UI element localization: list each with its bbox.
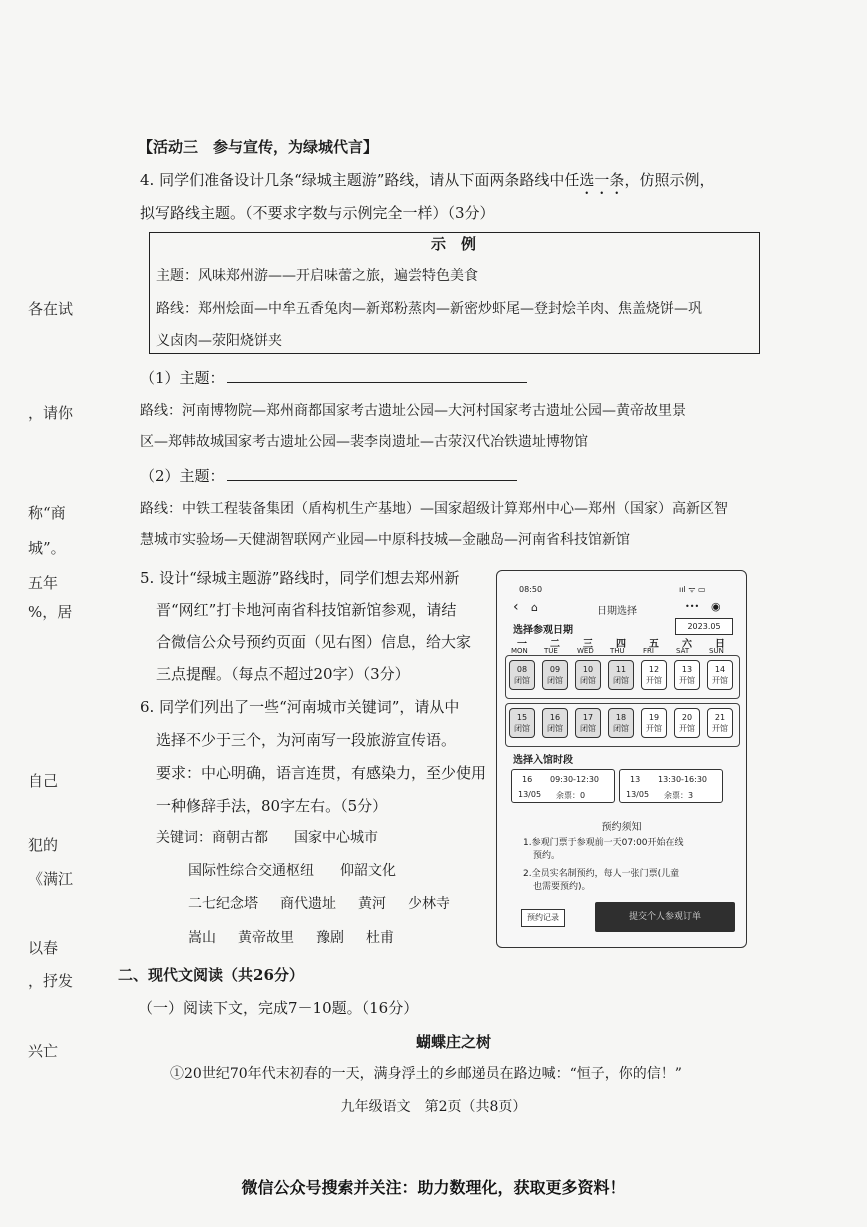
section2-subheading: （一）阅读下文，完成7－10题。（16分）	[138, 999, 419, 1017]
calendar-day-09[interactable]	[542, 660, 568, 690]
time-slot-afternoon[interactable]: 13 13:30-16:30 13/05 余票：3	[619, 769, 723, 803]
status-icons: ııl ᯤ ▭	[679, 585, 706, 594]
calendar-day-08[interactable]	[509, 660, 535, 690]
calendar-day-13[interactable]	[674, 660, 700, 690]
notice-1-cont: 预约。	[533, 851, 561, 861]
weekday-en: TUE	[544, 647, 558, 655]
calendar-day-20[interactable]	[674, 708, 700, 738]
item2-theme: （2）主题：	[140, 466, 517, 486]
menu-icon[interactable]: •••	[685, 602, 700, 611]
select-time-label: 选择入馆时段	[513, 755, 573, 766]
page-title: 日期选择	[597, 606, 637, 617]
day-number: 15	[516, 713, 528, 722]
margin-fragment: 五年	[28, 574, 59, 592]
margin-fragment: ，请你	[28, 404, 74, 422]
calendar-day-11[interactable]	[608, 660, 634, 690]
day-status: 闭馆	[514, 676, 530, 685]
day-status: 开馆	[646, 724, 662, 733]
q5-line: 三点提醒。（每点不超过20字）（3分）	[156, 665, 410, 683]
day-number: 10	[582, 665, 594, 674]
notice-1: 1.参观门票于参观前一天07:00开始在线	[523, 838, 684, 848]
day-number: 11	[615, 665, 627, 674]
margin-fragment: 兴亡	[28, 1042, 59, 1060]
keyword: 嵩山	[188, 930, 216, 946]
keyword: 黄帝故里	[238, 930, 294, 946]
day-number: 08	[516, 665, 528, 674]
slot-time: 09:30-12:30	[550, 775, 599, 784]
q4-emphasis: 选一条	[579, 171, 625, 189]
day-status: 开馆	[646, 676, 662, 685]
margin-fragment: 城”。	[28, 539, 66, 557]
day-status: 闭馆	[613, 724, 629, 733]
booking-page-screenshot	[496, 570, 747, 948]
margin-fragment: 自己	[28, 772, 59, 790]
submit-order-button[interactable]: 提交个人参观订单	[595, 902, 735, 932]
day-status: 闭馆	[613, 676, 629, 685]
margin-fragment: 《满江	[28, 870, 74, 888]
weekday-cn: 一	[517, 639, 527, 650]
keywords-row-1: 关键词：商朝古都 国家中心城市	[156, 830, 378, 846]
margin-fragment: %，居	[28, 603, 73, 621]
weekday-cn: 四	[616, 639, 626, 650]
example-title: 示 例	[430, 235, 476, 253]
keyword: 豫剧	[316, 930, 344, 946]
weekday-cn: 三	[583, 639, 593, 650]
day-status: 开馆	[712, 724, 728, 733]
page-footer: 九年级语文 第2页（共8页）	[340, 1099, 527, 1115]
item1-route-line2: 区—郑韩故城国家考古遗址公园—裴李岗遗址—古荥汉代冶铁遗址博物馆	[140, 434, 588, 450]
day-status: 闭馆	[547, 676, 563, 685]
weekday-en: SAT	[676, 647, 690, 655]
day-status: 闭馆	[514, 724, 530, 733]
back-icon[interactable]: ‹	[513, 599, 519, 615]
day-number: 17	[582, 713, 594, 722]
article-paragraph-1: ①20世纪70年代末初春的一天，满身浮土的乡邮递员在路边喊：“恒子，你的信！”	[170, 1066, 682, 1082]
calendar-day-12[interactable]	[641, 660, 667, 690]
calendar-day-15[interactable]	[509, 708, 535, 738]
keyword: 少林寺	[408, 896, 450, 912]
keywords-row-4	[188, 928, 394, 948]
item1-theme: （1）主题：	[140, 368, 527, 388]
example-theme: 主题：风味郑州游——开启味蕾之旅，遍尝特色美食	[156, 268, 478, 284]
margin-fragment: ，抒发	[28, 972, 74, 990]
margin-fragment: 各在试	[28, 300, 74, 318]
calendar-day-10[interactable]	[575, 660, 601, 690]
keyword: 仰韶文化	[340, 863, 396, 879]
day-number: 09	[549, 665, 561, 674]
weekday-en: FRI	[643, 647, 654, 655]
keyword: 商朝古都	[212, 830, 268, 846]
home-icon[interactable]: ⌂	[531, 601, 538, 614]
notice-2: 2.全员实名制预约，每人一张门票(儿童	[523, 869, 680, 879]
margin-fragment: 称“商	[28, 504, 66, 522]
q4-line2: 拟写路线主题。（不要求字数与示例完全一样）（3分）	[140, 204, 495, 222]
weekday-en: THU	[610, 647, 625, 655]
slot-remain: 余票：0	[556, 791, 586, 800]
day-status: 闭馆	[547, 724, 563, 733]
keyword: 二七纪念塔	[188, 896, 258, 912]
notice-title: 预约须知	[601, 822, 642, 833]
activity-heading: 【活动三 参与宣传，为绿城代言】	[138, 138, 379, 156]
weekday-cn: 二	[550, 639, 560, 650]
day-number: 20	[681, 713, 693, 722]
keyword: 商代遗址	[280, 896, 336, 912]
q4-line1: 4. 同学们准备设计几条“绿城主题游”路线，请从下面两条路线中任选一条，仿照示例，	[140, 171, 715, 189]
day-number: 21	[714, 713, 726, 722]
weekday-cn: 日	[715, 639, 725, 650]
margin-fragment: 犯的	[28, 836, 59, 854]
example-route-line1: 路线：郑州烩面—中牟五香兔肉—新郑粉蒸肉—新密炒虾尾—登封烩羊肉、焦盖烧饼—巩	[156, 301, 702, 317]
keyword: 杜甫	[366, 930, 394, 946]
weekday-cn: 六	[682, 639, 692, 650]
status-time: 08:50	[519, 585, 543, 594]
day-number: 12	[648, 665, 660, 674]
weekday-cn: 五	[649, 639, 659, 650]
month-select[interactable]: 2023.05	[675, 618, 733, 635]
calendar-day-17[interactable]	[575, 708, 601, 738]
keywords-row-2	[188, 861, 396, 881]
day-status: 闭馆	[580, 724, 596, 733]
day-number: 19	[648, 713, 660, 722]
day-status: 开馆	[679, 676, 695, 685]
day-number: 18	[615, 713, 627, 722]
slot-remain: 余票：3	[664, 791, 694, 800]
weekday-en: SUN	[709, 647, 724, 655]
q6-line: 6. 同学们列出了一些“河南城市关键词”，请从中	[140, 698, 460, 716]
time-slot-morning[interactable]: 16 09:30-12:30 13/05 余票：0	[511, 769, 615, 803]
weekday-en: MON	[511, 647, 528, 655]
day-number: 13	[681, 665, 693, 674]
calendar-day-21[interactable]	[707, 708, 733, 738]
q6-line: 选择不少于三个，为河南写一段旅游宣传语。	[156, 731, 457, 749]
day-status: 闭馆	[580, 676, 596, 685]
q6-line: 一种修辞手法，80字左右。（5分）	[156, 797, 388, 815]
q6-line: 要求：中心明确，语言连贯，有感染力，至少使用	[156, 764, 487, 782]
slot-date: 13/05	[518, 790, 542, 799]
calendar-day-18[interactable]	[608, 708, 634, 738]
q5-line: 5. 设计“绿城主题游”路线时，同学们想去郑州新	[140, 569, 460, 587]
q5-line: 晋“网红”打卡地河南省科技馆新馆参观，请结	[156, 601, 457, 619]
slot-date: 13/05	[626, 790, 650, 799]
calendar-day-14[interactable]	[707, 660, 733, 690]
item1-answer-blank[interactable]	[227, 368, 527, 383]
q5-line: 合微信公众号预约页面（见右图）信息，给大家	[156, 633, 472, 651]
item2-answer-blank[interactable]	[227, 466, 517, 481]
keyword: 国际性综合交通枢纽	[188, 863, 314, 879]
day-status: 开馆	[712, 676, 728, 685]
notice-2-cont: 也需要预约)。	[533, 882, 591, 892]
section2-heading: 二、现代文阅读（共26分）	[118, 966, 304, 984]
calendar-day-19[interactable]	[641, 708, 667, 738]
day-status: 开馆	[679, 724, 695, 733]
target-icon[interactable]: ◉	[711, 600, 721, 613]
keyword: 黄河	[358, 896, 386, 912]
weekday-en: WED	[577, 647, 594, 655]
keywords-row-3	[188, 894, 450, 914]
example-route-line2: 义卤肉—荥阳烧饼夹	[156, 333, 282, 349]
wechat-banner: 微信公众号搜索并关注：助力数理化，获取更多资料！	[241, 1178, 626, 1197]
booking-record-button[interactable]: 预约记录	[521, 909, 565, 927]
item1-route-line1: 路线：河南博物院—郑州商都国家考古遗址公园—大河村国家考古遗址公园—黄帝故里景	[140, 403, 686, 419]
item2-route-line2: 慧城市实验场—天健湖智联网产业园—中原科技城—金融岛—河南省科技馆新馆	[140, 532, 630, 548]
keyword: 国家中心城市	[294, 830, 378, 846]
calendar-day-16[interactable]	[542, 708, 568, 738]
slot-time: 13:30-16:30	[658, 775, 707, 784]
article-title: 蝴蝶庄之树	[415, 1033, 491, 1051]
select-date-label: 选择参观日期	[513, 625, 573, 636]
day-number: 14	[714, 665, 726, 674]
margin-fragment: 以春	[28, 939, 59, 957]
day-number: 16	[549, 713, 561, 722]
item2-route-line1: 路线：中铁工程装备集团（盾构机生产基地）—国家超级计算郑州中心—郑州（国家）高新区智	[140, 501, 728, 517]
